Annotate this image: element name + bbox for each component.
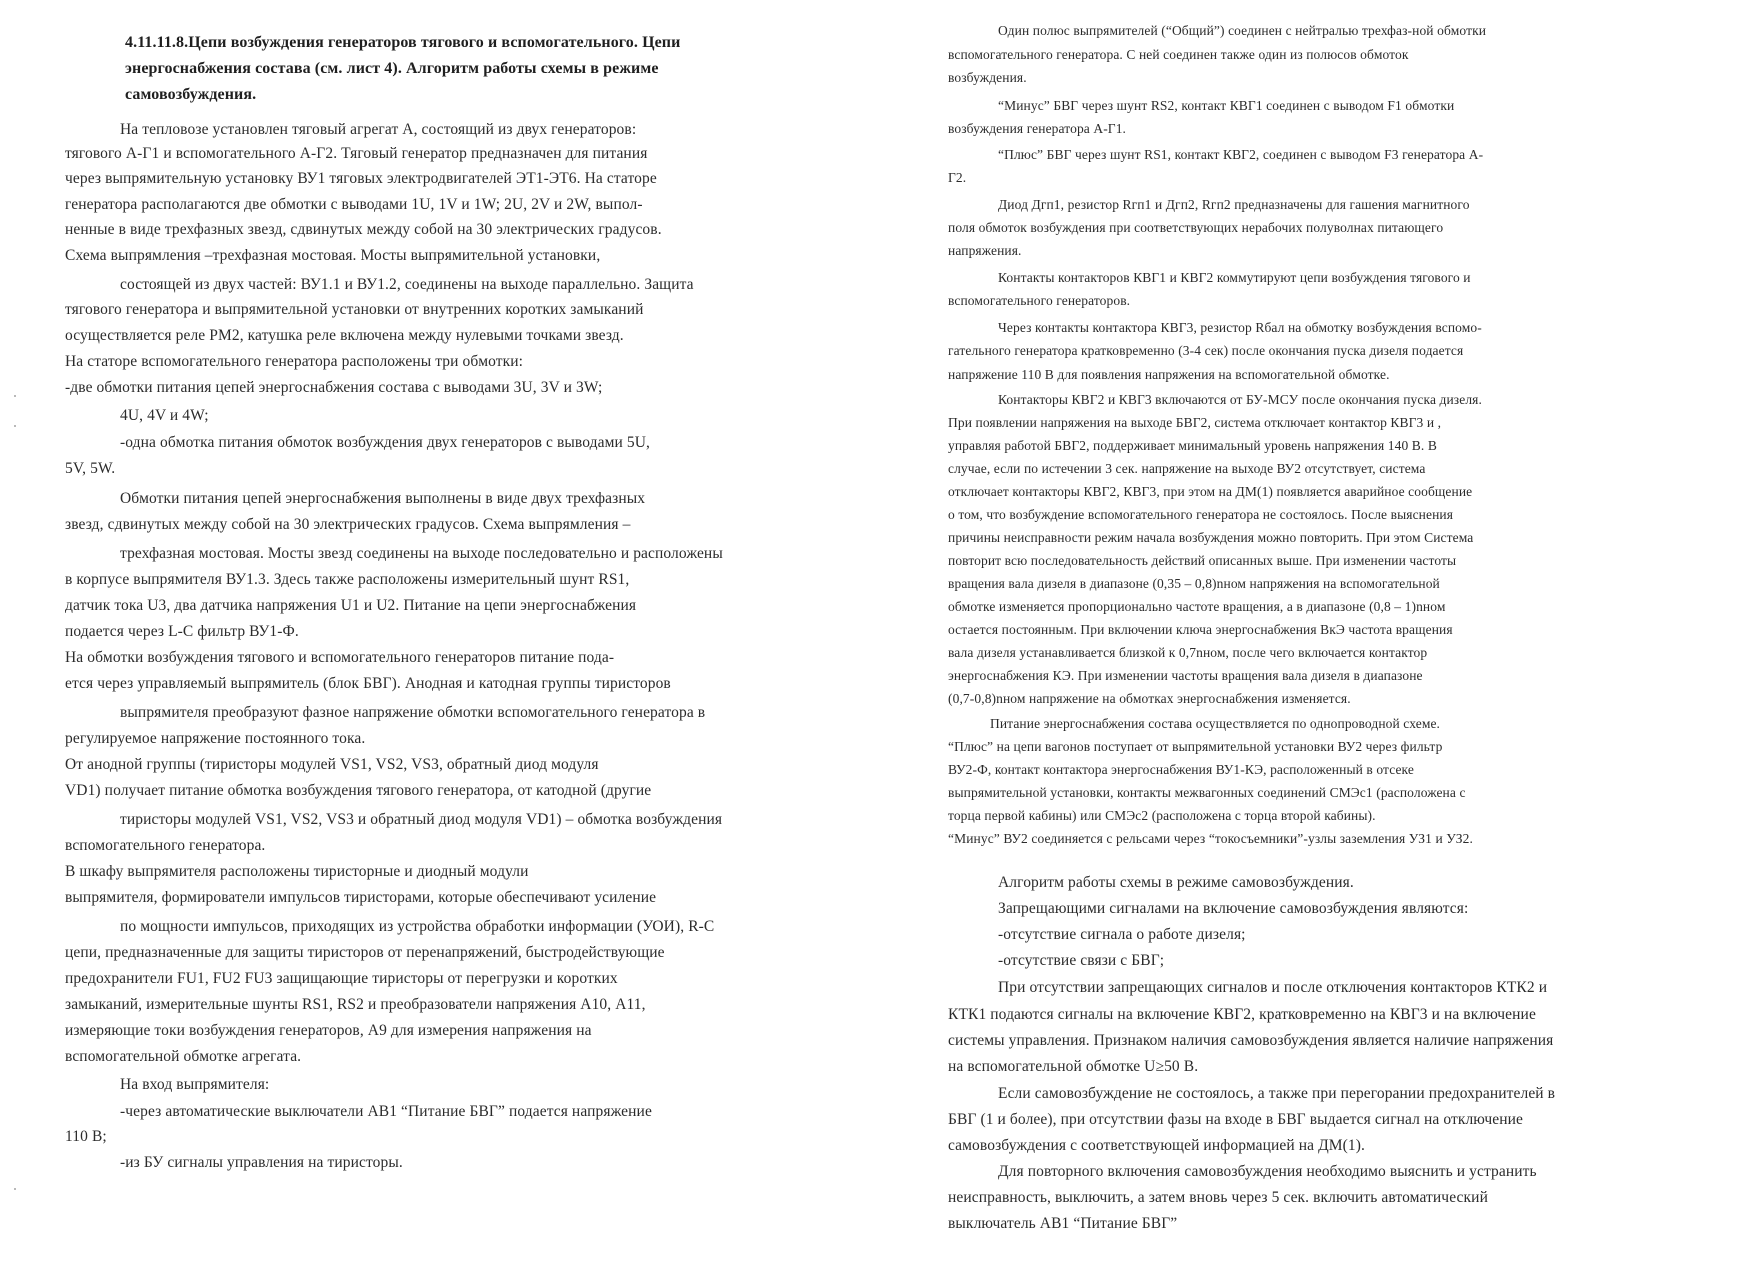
scan-speck [14, 425, 16, 427]
text-line: КТК1 подаются сигналы на включение КВГ2, кратковременно на КВГ3 и на включение [948, 1006, 1536, 1023]
text-line: неисправность, выключить, а затем вновь через 5 сек. включить автоматический [948, 1189, 1488, 1206]
text-line: в корпусе выпрямителя ВУ1.3. Здесь также расположены измерительный шунт RS1, [65, 571, 630, 588]
text-line: энергоснабжения КЭ. При изменении частоты вращения вала дизеля в диапазоне [948, 668, 1423, 683]
text-line: генератора располагаются две обмотки с выводами 1U, 1V и 1W; 2U, 2V и 2W, выпол- [65, 196, 643, 213]
text-line: Контакторы КВГ2 и КВГ3 включаются от БУ-МСУ после окончания пуска дизеля. [998, 392, 1482, 407]
text-line: вала дизеля устанавливается близкой к 0,7nном, после чего включается контактор [948, 645, 1428, 660]
section-heading-line-2: энергоснабжения состава (см. лист 4). Алгоритм работы схемы в режиме [125, 60, 659, 77]
text-line: От анодной группы (тиристоры модулей VS1, VS2, VS3, обратный диод модуля [65, 756, 599, 773]
text-line: через выпрямительную установку ВУ1 тяговых электродвигателей ЭТ1-ЭТ6. На статоре [65, 170, 657, 187]
section-heading-line-3: самовозбуждения. [125, 86, 257, 103]
text-line: ется через управляемый выпрямитель (блок БВГ). Анодная и катодная группы тиристоров [65, 675, 671, 692]
text-line: управляя работой БВГ2, поддерживает минимальный уровень напряжения 140 В. В [948, 438, 1437, 453]
text-line: “Плюс” БВГ через шунт RS1, контакт КВГ2, соединен с выводом F3 генератора А- [998, 147, 1484, 162]
text-line: торца первой кабины) или СМЭс2 (расположена с торца второй кабины). [948, 808, 1376, 823]
text-line: вспомогательного генераторов. [948, 293, 1131, 308]
text-line: Схема выпрямления –трехфазная мостовая. Мосты выпрямительной установки, [65, 247, 601, 264]
text-line: возбуждения генератора А-Г1. [948, 121, 1127, 136]
algorithm-title: Алгоритм работы схемы в режиме самовозбуждения. [998, 874, 1354, 891]
text-line: вращения вала дизеля в диапазоне (0,35 – 0,8)nном напряжения на вспомогательной [948, 576, 1440, 591]
text-line: выпрямительной установки, контакты межвагонных соединений СМЭс1 (расположена с [948, 785, 1466, 800]
text-line: гательного генератора кратковременно (3-4 сек) после окончания пуска дизеля подается [948, 343, 1464, 358]
text-line: ВУ2-Ф, контакт контактора энергоснабжения ВУ1-КЭ, расположенный в отсеке [948, 762, 1414, 777]
text-line: тягового А-Г1 и вспомогательного А-Г2. Тяговый генератор предназначен для питания [65, 145, 648, 162]
text-line: случае, если по истечении 3 сек. напряжение на выходе ВУ2 отсутствует, система [948, 461, 1426, 476]
text-line: Один полюс выпрямителей (“Общий”) соединен с нейтралью трехфаз-ной обмотки [998, 23, 1487, 38]
text-line: VD1) получает питание обмотка возбуждения тягового генератора, от катодной (другие [65, 782, 652, 799]
text-line: состоящей из двух частей: ВУ1.1 и ВУ1.2, соединены на выходе параллельно. Защита [120, 276, 694, 293]
text-line: обмотке изменяется пропорционально частоте вращения, а в диапазоне (0,8 – 1)nном [948, 599, 1446, 614]
text-line: предохранители FU1, FU2 FU3 защищающие тиристоры от перегрузки и коротких [65, 970, 618, 987]
text-line: выпрямителя, формирователи импульсов тиристорами, которые обеспечивают усиление [65, 889, 657, 906]
text-line: “Минус” БВГ через шунт RS2, контакт КВГ1 соединен с выводом F1 обмотки [998, 98, 1455, 113]
scan-speck [14, 395, 16, 397]
text-line: -из БУ сигналы управления на тиристоры. [120, 1154, 403, 1171]
text-line: БВГ (1 и более), при отсутствии фазы на входе в БВГ выдается сигнал на отключение [948, 1111, 1524, 1128]
right-page [877, 0, 1755, 1275]
section-heading-line-1: 4.11.11.8.Цепи возбуждения генераторов тягового и вспомогательного. Цепи [125, 34, 681, 51]
text-line: о том, что возбуждение вспомогательного генератора не состоялось. После выяснения [948, 507, 1454, 522]
text-line: вспомогательной обмотке агрегата. [65, 1048, 302, 1065]
text-line: Питание энергоснабжения состава осуществляется по однопроводной схеме. [990, 716, 1441, 731]
text-line: системы управления. Признаком наличия самовозбуждения является наличие напряжения [948, 1032, 1554, 1049]
text-line: осуществляется реле РМ2, катушка реле включена между нулевыми точками звезд. [65, 327, 624, 344]
text-line: -отсутствие сигнала о работе дизеля; [998, 926, 1246, 943]
text-line: “Плюс” на цепи вагонов поступает от выпрямительной установки ВУ2 через фильтр [948, 739, 1443, 754]
text-line: поля обмоток возбуждения при соответствующих нерабочих полуволнах питающего [948, 220, 1444, 235]
text-line: Г2. [948, 170, 967, 185]
left-page [0, 0, 877, 1275]
text-line: (0,7-0,8)nном напряжение на обмотках энергоснабжения изменяется. [948, 691, 1351, 706]
text-line: На вход выпрямителя: [120, 1076, 270, 1093]
text-line: -одна обмотка питания обмоток возбуждения двух генераторов с выводами 5U, [120, 434, 651, 451]
text-line: -две обмотки питания цепей энергоснабжения состава с выводами 3U, 3V и 3W; [65, 379, 603, 396]
text-line: Обмотки питания цепей энергоснабжения выполнены в виде двух трехфазных [120, 490, 646, 507]
text-line: трехфазная мостовая. Мосты звезд соединены на выходе последовательно и расположены [120, 545, 723, 562]
text-line: выпрямителя преобразуют фазное напряжение обмотки вспомогательного генератора в [120, 704, 706, 721]
text-line: 4U, 4V и 4W; [120, 407, 209, 424]
text-line: на вспомогательной обмотке U≥50 В. [948, 1058, 1199, 1075]
text-line: цепи, предназначенные для защиты тиристоров от перенапряжений, быстродействующие [65, 944, 665, 961]
text-line: по мощности импульсов, приходящих из устройства обработки информации (УОИ), R-C [120, 918, 715, 935]
scan-speck [14, 1188, 16, 1190]
text-line: замыканий, измерительные шунты RS1, RS2 и преобразователи напряжения А10, А11, [65, 996, 646, 1013]
text-line: Через контакты контактора КВГ3, резистор Rбал на обмотку возбуждения вспомо- [998, 320, 1482, 335]
text-line: Контакты контакторов КВГ1 и КВГ2 коммутируют цепи возбуждения тягового и [998, 270, 1471, 285]
text-line: -отсутствие связи с БВГ; [998, 952, 1165, 969]
text-line: вспомогательного генератора. [65, 837, 266, 854]
text-line: “Минус” ВУ2 соединяется с рельсами через “токосъемники”-узлы заземления УЗ1 и УЗ2. [948, 831, 1473, 846]
text-line: При отсутствии запрещающих сигналов и после отключения контакторов КТК2 и [998, 979, 1548, 996]
text-line: В шкафу выпрямителя расположены тиристорные и диодный модули [65, 863, 529, 880]
text-line: тиристоры модулей VS1, VS2, VS3 и обратный диод модуля VD1) – обмотка возбуждения [120, 811, 723, 828]
text-line: тягового генератора и выпрямительной установки от внутренних коротких замыканий [65, 301, 644, 318]
text-line: выключатель АВ1 “Питание БВГ” [948, 1215, 1178, 1232]
text-line: На статоре вспомогательного генератора расположены три обмотки: [65, 353, 524, 370]
text-line: возбуждения. [948, 70, 1027, 85]
text-line: На тепловозе установлен тяговый агрегат А, состоящий из двух генераторов: [120, 121, 637, 138]
text-line: измеряющие токи возбуждения генераторов, А9 для измерения напряжения на [65, 1022, 592, 1039]
text-line: При появлении напряжения на выходе БВГ2, система отключает контактор КВГ3 и , [948, 415, 1442, 430]
text-line: 5V, 5W. [65, 460, 116, 477]
text-line: Диод Дгп1, резистор Rгп1 и Дгп2, Rгп2 предназначены для гашения магнитного [998, 197, 1470, 212]
text-line: повторит всю последовательность действий описанных выше. При изменении частоты [948, 553, 1457, 568]
text-line: 110 В; [65, 1128, 107, 1145]
text-line: Запрещающими сигналами на включение самовозбуждения являются: [998, 900, 1469, 917]
text-line: Если самовозбуждение не состоялось, а также при перегорании предохранителей в [998, 1085, 1556, 1102]
text-line: На обмотки возбуждения тягового и вспомогательного генераторов питание пода- [65, 649, 615, 666]
text-line: напряжения. [948, 243, 1022, 258]
text-line: -через автоматические выключатели АВ1 “Питание БВГ” подается напряжение [120, 1103, 652, 1120]
text-line: Для повторного включения самовозбуждения необходимо выяснить и устранить [998, 1163, 1537, 1180]
text-line: подается через L-C фильтр ВУ1-Ф. [65, 623, 299, 640]
text-line: датчик тока U3, два датчика напряжения U1 и U2. Питание на цепи энергоснабжения [65, 597, 637, 614]
text-line: звезд, сдвинутых между собой на 30 электрических градусов. Схема выпрямления – [65, 516, 631, 533]
text-line: причины неисправности режим начала возбуждения можно повторить. При этом Система [948, 530, 1474, 545]
text-line: самовозбуждения с соответствующей информацией на ДМ(1). [948, 1137, 1366, 1154]
text-line: отключает контакторы КВГ2, КВГ3, при этом на ДМ(1) появляется аварийное сообщение [948, 484, 1473, 499]
text-line: ненные в виде трехфазных звезд, сдвинутых между собой на 30 электрических градусов. [65, 221, 662, 238]
text-line: вспомогательного генератора. С ней соединен также один из полюсов обмоток [948, 47, 1409, 62]
text-line: напряжение 110 В для появления напряжения на вспомогательной обмотке. [948, 367, 1390, 382]
text-line: остается постоянным. При включении ключа энергоснабжения ВкЭ частота вращения [948, 622, 1453, 637]
text-line: регулируемое напряжение постоянного тока. [65, 730, 366, 747]
